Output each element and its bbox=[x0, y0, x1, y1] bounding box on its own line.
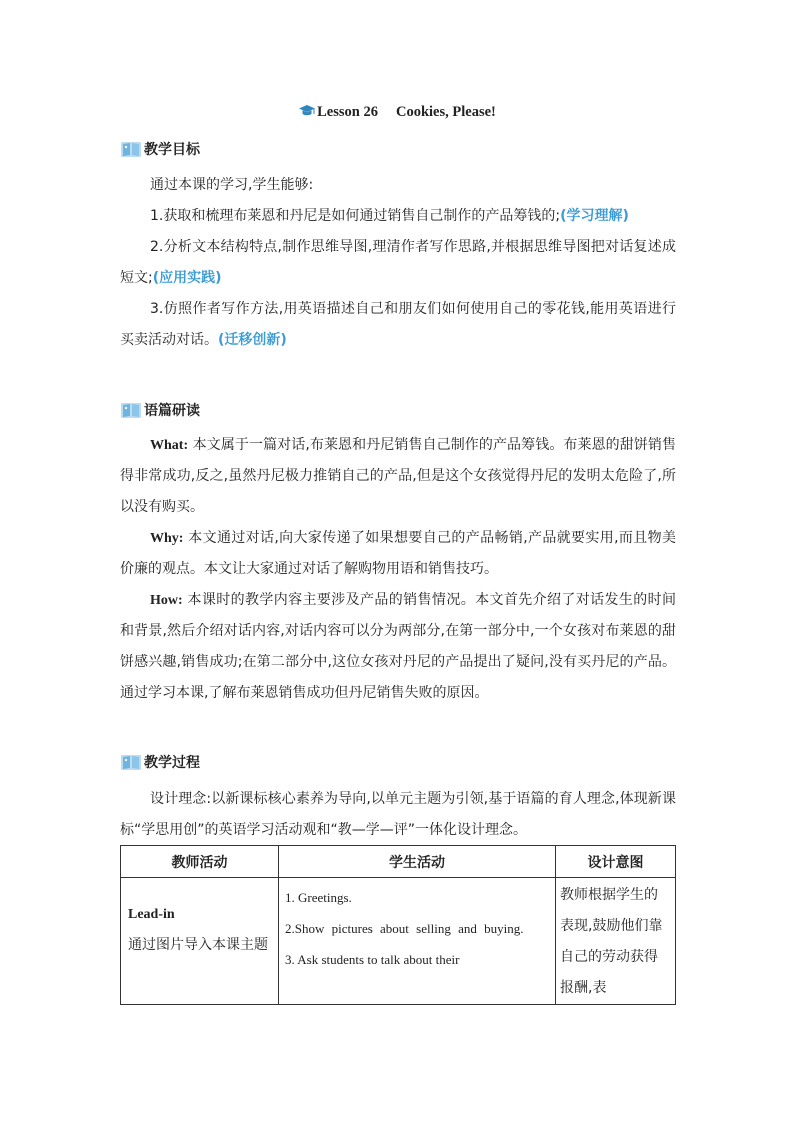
objective-tag: (应用实践) bbox=[152, 270, 222, 286]
student-activity-item: 3. Ask students to talk about their bbox=[285, 952, 460, 967]
book-icon bbox=[120, 139, 142, 159]
section-title: 教学目标 bbox=[144, 142, 200, 158]
reading-why: Why: 本文通过对话,向大家传递了如果想要自己的产品畅销,产品就要实用,而且物美价廉的观点。本文让大家通过对话了解购物用语和销售技巧。 bbox=[120, 530, 676, 577]
lesson-number: Lesson 26 bbox=[317, 104, 378, 120]
reading-how: How: 本课时的教学内容主要涉及产品的销售情况。本文首先介绍了对话发生的时间和背景,然后介绍对话内容,对话内容可以分为两部分,在第一部分中,一个女孩对布莱恩的甜饼感兴趣,销售成功;在第二部分中,这位女孩对丹尼的产品提出了疑问,没有买丹尼的产品。通过学习本课,了解布莱恩销售成功但丹尼销售失败的原因。 bbox=[120, 592, 676, 701]
table-header-row bbox=[121, 846, 676, 878]
design-intent-cell: 教师根据学生的表现,鼓励他们靠自己的劳动获得报酬,表 bbox=[556, 878, 676, 1005]
lead-in-label: Lead-in bbox=[128, 907, 175, 922]
book-icon bbox=[120, 400, 142, 420]
objectives-text bbox=[120, 170, 676, 356]
reading-text bbox=[120, 430, 676, 709]
section-title: 教学过程 bbox=[144, 755, 200, 771]
process-concept: 设计理念:以新课标核心素养为导向,以单元主题为引领,基于语篇的育人理念,体现新课标“学思用创”的英语学习活动观和“教—学—评”一体化设计理念。 bbox=[120, 791, 676, 838]
objective-item-3: 3.仿照作者写作方法,用英语描述自己和朋友们如何使用自己的零花钱,能用英语进行买卖活动对话。(迁移创新) bbox=[120, 301, 676, 348]
section-title: 语篇研读 bbox=[144, 403, 200, 419]
header-student-activity: 学生活动 bbox=[279, 846, 556, 878]
table-row bbox=[121, 878, 676, 1005]
reading-what: What: 本文属于一篇对话,布莱恩和丹尼销售自己制作的产品筹钱。布莱恩的甜饼销售得非常成功,反之,虽然丹尼极力推销自己的产品,但是这个女孩觉得丹尼的发明太危险了,所以没有购买。 bbox=[120, 437, 676, 515]
section-process-heading bbox=[120, 750, 200, 774]
objective-item-1: 1.获取和梳理布莱恩和丹尼是如何通过销售自己制作的产品筹钱的;(学习理解) bbox=[150, 208, 629, 224]
objective-item-2: 2.分析文本结构特点,制作思维导图,理清作者写作思路,并根据思维导图把对话复述成短文;(应用实践) bbox=[120, 239, 676, 286]
teacher-activity-text: 通过图片导入本课主题 bbox=[128, 937, 268, 953]
header-teacher-activity: 教师活动 bbox=[121, 846, 279, 878]
student-activity-item: 1. Greetings. bbox=[285, 890, 352, 905]
section-reading-heading bbox=[120, 398, 200, 422]
book-icon bbox=[120, 752, 142, 772]
section-objectives-heading bbox=[120, 137, 200, 161]
student-activity-item: 2.Show pictures about selling and buying. bbox=[285, 921, 524, 936]
objectives-intro: 通过本课的学习,学生能够: bbox=[150, 177, 314, 193]
header-design-intent: 设计意图 bbox=[556, 846, 676, 878]
objective-tag: (学习理解) bbox=[560, 208, 629, 224]
graduation-cap-icon bbox=[298, 104, 316, 118]
teacher-activity-cell bbox=[121, 878, 279, 1005]
lesson-name: Cookies, Please! bbox=[395, 104, 496, 120]
objective-tag: (迁移创新) bbox=[218, 332, 287, 348]
student-activity-cell bbox=[279, 878, 556, 1005]
lesson-title bbox=[0, 104, 794, 121]
teaching-process-table bbox=[120, 845, 676, 1005]
